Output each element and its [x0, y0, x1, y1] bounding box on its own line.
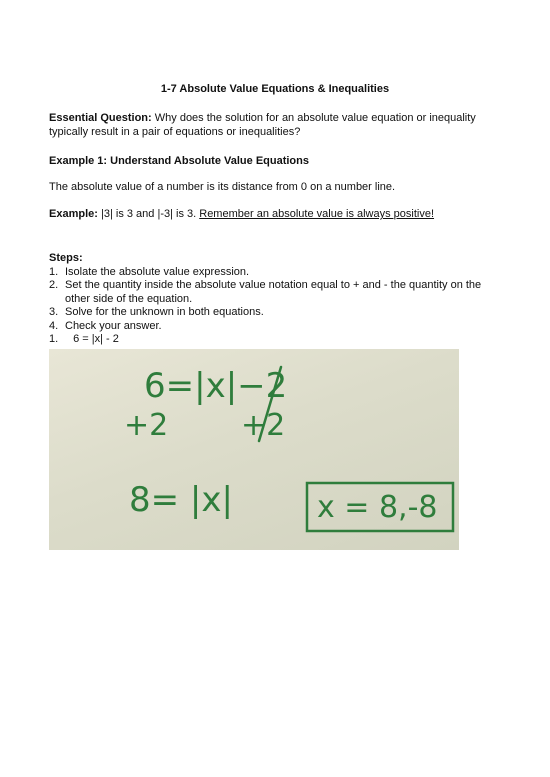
steps-section	[49, 252, 504, 333]
handwritten-plus-right: +2	[241, 408, 286, 443]
example-label: Example:	[49, 208, 98, 220]
step-text: Check your answer.	[65, 319, 162, 332]
handwritten-answer: x = 8,-8	[317, 490, 438, 525]
example-text: |3| is 3 and |-3| is 3.	[100, 208, 197, 220]
page-title: 1-7 Absolute Value Equations & Inequalities	[160, 83, 390, 95]
step-text: Isolate the absolute value expression.	[65, 265, 250, 278]
example1-heading: Example 1: Understand Absolute Value Equations	[49, 155, 309, 167]
essential-question-label: Essential Question:	[49, 112, 152, 124]
definition-text: The absolute value of a number is its distance from 0 on a number line.	[49, 181, 396, 193]
steps-label: Steps:	[49, 252, 83, 264]
problem-equation: 6 = |x| - 2	[73, 333, 119, 345]
handwritten-equation-line: 6=|x|−2	[144, 366, 288, 406]
step-item	[49, 320, 504, 334]
step-item	[49, 306, 504, 320]
example-line	[49, 207, 504, 221]
step-item	[49, 266, 504, 280]
handwritten-work-photo	[49, 349, 459, 550]
handwritten-plus-left: +2	[124, 408, 169, 443]
step-number: 1.	[49, 265, 59, 278]
handwritten-result: 8= |x|	[129, 480, 233, 520]
step-text: Solve for the unknown in both equations.	[65, 306, 264, 318]
essential-question-text: Why does the solution for an absolute value equation or inequality typically result in a pair of equations or inequalities?	[49, 112, 476, 138]
problem-number: 1.	[49, 333, 59, 345]
step-number: 3.	[49, 306, 59, 318]
step-number: 2.	[49, 279, 59, 291]
reminder-text: Remember an absolute value is always positive!	[199, 208, 435, 220]
step-number: 4.	[49, 319, 59, 332]
step-item	[49, 279, 504, 306]
step-text: Set the quantity inside the absolute value notation equal to + and - the quantity on the other side of the equation.	[65, 279, 482, 305]
essential-question	[49, 111, 504, 139]
handwritten-work-drawing	[49, 349, 459, 550]
problem-1	[49, 333, 119, 345]
